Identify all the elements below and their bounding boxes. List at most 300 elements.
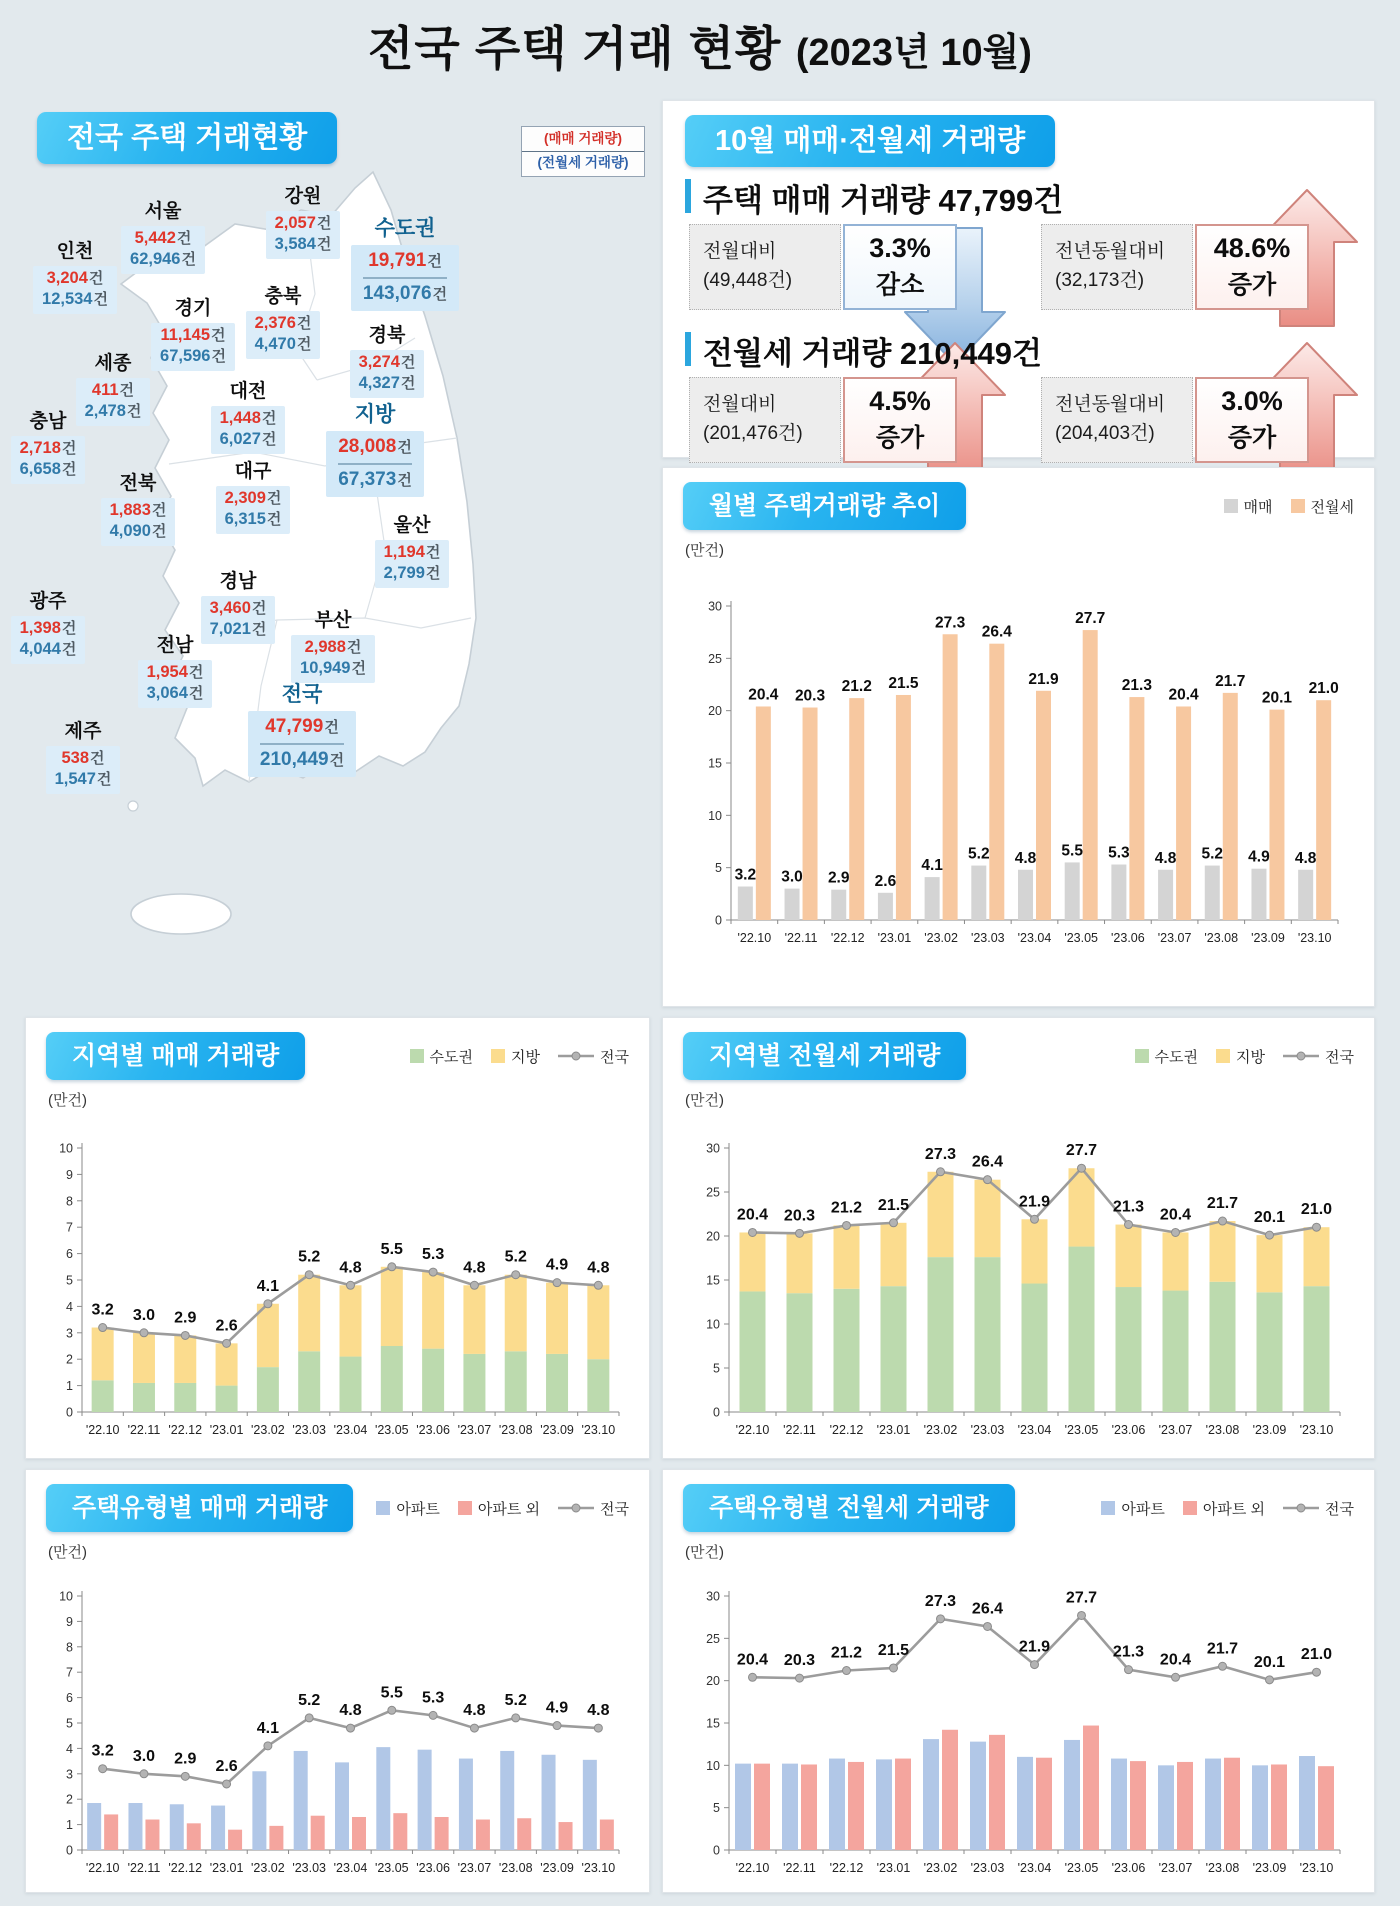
svg-text:20.1: 20.1 — [1253, 1653, 1286, 1671]
map-region-label — [183, 376, 313, 454]
svg-text:27.7: 27.7 — [1075, 610, 1106, 628]
svg-text:9: 9 — [66, 1614, 73, 1629]
region-rent-value: 4,327건 — [358, 374, 416, 393]
svg-text:20.4: 20.4 — [748, 686, 779, 704]
chart-legend — [1135, 1046, 1354, 1067]
svg-text:'22.10: '22.10 — [85, 1423, 120, 1437]
region-name: 충북 — [264, 286, 302, 307]
comparison-direction: 증가 — [875, 424, 925, 452]
svg-text:20.4: 20.4 — [1159, 1206, 1192, 1224]
svg-text:'23.10: '23.10 — [1297, 931, 1332, 945]
region-values-box — [216, 486, 291, 534]
region-sale-value: 2,376건 — [254, 314, 312, 332]
svg-text:20.3: 20.3 — [794, 687, 826, 705]
svg-text:'22.11: '22.11 — [127, 1861, 161, 1875]
svg-text:'22.11: '22.11 — [783, 1423, 816, 1437]
comparison-group — [689, 222, 1007, 314]
map-aggregate-label — [340, 212, 470, 311]
legend-swatch-icon — [1101, 1501, 1115, 1515]
legend-label: 전국 — [600, 1048, 629, 1066]
svg-text:20.4: 20.4 — [736, 1651, 769, 1669]
legend-item — [458, 1498, 540, 1519]
svg-text:'22.12: '22.12 — [830, 931, 865, 945]
chart-area — [683, 1110, 1354, 1463]
svg-text:20.3: 20.3 — [783, 1207, 816, 1225]
chart-area — [683, 560, 1354, 975]
legend-label: 전월세 — [1310, 498, 1354, 516]
svg-text:0: 0 — [66, 1405, 73, 1420]
map-region-label — [347, 510, 477, 588]
svg-text:21.2: 21.2 — [830, 1199, 863, 1217]
svg-text:'23.06: '23.06 — [1111, 931, 1145, 945]
region-values-box — [326, 431, 424, 497]
region-name: 울산 — [393, 515, 431, 536]
type-sale-chart-graphics — [59, 1590, 619, 1876]
region-sale-value: 3,460건 — [209, 599, 267, 617]
rent-comparison-row — [689, 375, 1352, 467]
region-name: 강원 — [284, 186, 322, 207]
svg-text:25: 25 — [708, 651, 722, 666]
map-labels-layer — [19, 100, 657, 1005]
svg-text:'23.03: '23.03 — [970, 1423, 1005, 1437]
map-section — [19, 100, 657, 1005]
svg-text:'23.10: '23.10 — [581, 1423, 616, 1437]
comparison-group — [1041, 222, 1359, 314]
svg-text:'23.01: '23.01 — [209, 1861, 244, 1875]
svg-text:5: 5 — [66, 1716, 73, 1731]
region-name: 경북 — [368, 325, 406, 346]
svg-text:'23.04: '23.04 — [1017, 1861, 1052, 1875]
sale-volume-title — [685, 175, 1352, 220]
svg-text:4.8: 4.8 — [1294, 849, 1317, 867]
legend-label: 전국 — [1325, 1500, 1354, 1518]
svg-text:5.2: 5.2 — [1201, 845, 1224, 863]
chart-header-row — [683, 482, 1354, 530]
svg-text:'23.07: '23.07 — [1158, 1423, 1193, 1437]
svg-text:4.8: 4.8 — [463, 1259, 486, 1277]
svg-text:4.9: 4.9 — [1248, 848, 1270, 866]
legend-label: 아파트 외 — [477, 1500, 541, 1518]
legend-label: 지방 — [1236, 1048, 1266, 1066]
comparison-percent-box — [843, 377, 957, 463]
svg-text:'23.08: '23.08 — [1205, 1423, 1240, 1437]
region-name: 세종 — [94, 353, 132, 374]
region-sale-value: 1,194건 — [383, 543, 441, 561]
svg-text:10: 10 — [706, 1758, 720, 1773]
svg-text:20.3: 20.3 — [783, 1652, 816, 1670]
svg-text:'22.12: '22.12 — [168, 1423, 203, 1437]
region-rent-value: 6,027건 — [219, 430, 277, 449]
region-rent-value: 6,315건 — [224, 510, 282, 529]
svg-text:20.1: 20.1 — [1261, 689, 1293, 707]
chart-legend — [1224, 496, 1354, 517]
svg-text:'23.05: '23.05 — [374, 1423, 409, 1437]
svg-text:10: 10 — [706, 1317, 720, 1332]
svg-text:5.2: 5.2 — [968, 845, 990, 863]
svg-text:'23.06: '23.06 — [416, 1861, 450, 1875]
region-sale-value: 3,204건 — [46, 269, 104, 287]
region-name: 광주 — [29, 591, 67, 612]
comparison-label: 전년동월대비 — [1055, 394, 1166, 415]
type-sale-card — [25, 1469, 650, 1893]
legend-line-icon — [1283, 1051, 1319, 1061]
svg-text:27.3: 27.3 — [924, 1592, 957, 1610]
regional-sale-card — [25, 1017, 650, 1459]
svg-text:'23.04: '23.04 — [333, 1861, 368, 1875]
legend-item — [558, 1046, 629, 1067]
svg-text:0: 0 — [713, 1405, 720, 1420]
comparison-label: 전년동월대비 — [1055, 241, 1166, 262]
svg-text:4.8: 4.8 — [463, 1702, 486, 1720]
region-name: 지방 — [354, 403, 396, 426]
region-sale-value: 19,791건 — [363, 249, 447, 279]
comparison-percent-box — [1195, 377, 1309, 463]
svg-text:21.2: 21.2 — [830, 1644, 863, 1662]
legend-swatch-icon — [376, 1501, 390, 1515]
svg-text:21.2: 21.2 — [841, 678, 872, 696]
legend-label: 수도권 — [1154, 1048, 1199, 1066]
type-rent-chart-svg — [683, 1562, 1352, 1894]
svg-text:30: 30 — [708, 599, 722, 614]
region-rent-value: 10,949건 — [300, 659, 366, 678]
svg-text:0: 0 — [66, 1843, 73, 1858]
region-values-box — [101, 498, 176, 546]
svg-text:5.2: 5.2 — [298, 1248, 321, 1266]
svg-text:'23.02: '23.02 — [924, 931, 958, 945]
svg-text:4.1: 4.1 — [256, 1277, 280, 1295]
region-values-box — [211, 406, 286, 454]
svg-text:4: 4 — [66, 1299, 73, 1314]
legend-swatch-icon — [1183, 1501, 1197, 1515]
comparison-base-value: (204,403건) — [1055, 422, 1155, 444]
svg-text:1: 1 — [66, 1379, 73, 1394]
svg-text:'23.01: '23.01 — [876, 1423, 911, 1437]
svg-text:7: 7 — [66, 1220, 73, 1235]
svg-text:4.8: 4.8 — [1014, 849, 1037, 867]
legend-label: 매매 — [1243, 498, 1273, 516]
legend-label: 아파트 외 — [1202, 1500, 1266, 1518]
region-name: 경기 — [174, 298, 212, 319]
svg-text:'23.09: '23.09 — [540, 1861, 574, 1875]
map-region-label — [110, 630, 240, 708]
svg-text:'23.04: '23.04 — [333, 1423, 368, 1437]
page-title-main: 전국 주택 거래 현황 — [368, 22, 782, 75]
svg-text:2: 2 — [66, 1792, 73, 1807]
svg-text:'23.10: '23.10 — [1299, 1423, 1334, 1437]
map-region-label — [188, 456, 318, 534]
region-values-box — [46, 746, 121, 794]
legend-item — [558, 1498, 629, 1519]
comparison-base-box — [1041, 224, 1193, 310]
regional-rent-chart-svg — [683, 1110, 1352, 1458]
region-name: 전국 — [281, 683, 323, 706]
region-values-box — [351, 245, 459, 311]
svg-text:2.6: 2.6 — [215, 1317, 238, 1335]
comparison-percent: 4.5% — [869, 386, 931, 416]
monthly-trend-chart-graphics — [708, 600, 1339, 946]
legend-item — [1183, 1498, 1265, 1519]
region-values-box — [291, 635, 375, 683]
region-rent-value: 4,470건 — [254, 335, 312, 354]
chart-title: 주택유형별 전월세 거래량 — [683, 1484, 1015, 1532]
svg-text:4.9: 4.9 — [545, 1256, 569, 1274]
legend-label: 아파트 — [396, 1500, 440, 1518]
svg-text:'23.01: '23.01 — [877, 931, 912, 945]
type-rent-chart-graphics — [706, 1589, 1340, 1875]
legend-line-icon — [1283, 1503, 1319, 1513]
unit-label: (만건) — [685, 1092, 724, 1109]
svg-text:'22.12: '22.12 — [829, 1423, 864, 1437]
region-sale-value: 5,442건 — [134, 229, 192, 247]
svg-text:26.4: 26.4 — [971, 1153, 1004, 1171]
svg-text:'23.07: '23.07 — [457, 1861, 492, 1875]
svg-text:15: 15 — [706, 1273, 720, 1288]
comparison-direction: 증가 — [1227, 271, 1277, 299]
chart-area — [683, 1562, 1354, 1899]
svg-text:0: 0 — [713, 1843, 720, 1858]
region-name: 부산 — [314, 610, 352, 631]
svg-text:5: 5 — [715, 861, 722, 876]
comparison-group — [689, 375, 1007, 467]
region-rent-value: 143,076건 — [362, 282, 448, 304]
svg-text:0: 0 — [715, 913, 722, 928]
region-name: 대구 — [234, 461, 272, 482]
chart-legend — [376, 1498, 629, 1519]
svg-text:4.8: 4.8 — [587, 1259, 610, 1277]
svg-text:21.5: 21.5 — [888, 674, 919, 692]
chart-legend — [1101, 1498, 1354, 1519]
svg-text:4.1: 4.1 — [921, 857, 943, 875]
region-values-box — [375, 540, 450, 588]
region-values-box — [248, 711, 356, 777]
svg-text:2: 2 — [66, 1352, 73, 1367]
comparison-percent-box — [843, 224, 957, 310]
svg-text:4: 4 — [66, 1741, 73, 1756]
legend-swatch-icon — [1291, 499, 1305, 513]
map-region-label — [18, 716, 148, 794]
region-values-box — [350, 350, 425, 398]
svg-text:2.6: 2.6 — [215, 1757, 238, 1775]
comparison-group — [1041, 375, 1359, 467]
comparison-percent: 3.0% — [1221, 386, 1283, 416]
svg-text:'23.02: '23.02 — [923, 1423, 958, 1437]
svg-text:'23.03: '23.03 — [970, 931, 1005, 945]
legend-item — [1135, 1046, 1198, 1067]
svg-text:'23.07: '23.07 — [1158, 1861, 1193, 1875]
region-sale-value: 28,008건 — [338, 435, 412, 465]
comparison-base-value: (32,173건) — [1055, 269, 1145, 291]
svg-text:'23.03: '23.03 — [292, 1861, 327, 1875]
page-title-sub: (2023년 10월) — [795, 32, 1032, 74]
svg-text:5: 5 — [713, 1801, 720, 1816]
sale-volume-title-text: 주택 매매 거래량 47,799건 — [703, 183, 1064, 218]
map-region-label — [73, 468, 203, 546]
svg-text:4.9: 4.9 — [545, 1699, 569, 1717]
legend-item — [1283, 1498, 1354, 1519]
chart-title: 월별 주택거래량 추이 — [683, 482, 966, 530]
svg-text:2.9: 2.9 — [827, 869, 850, 887]
svg-text:21.9: 21.9 — [1018, 1638, 1051, 1656]
region-sale-value: 411건 — [91, 381, 135, 399]
comparison-base-box — [689, 377, 841, 463]
svg-text:5.2: 5.2 — [504, 1691, 527, 1709]
region-sale-value: 3,274건 — [358, 353, 416, 371]
region-name: 서울 — [144, 201, 182, 222]
svg-text:4.8: 4.8 — [339, 1259, 362, 1277]
svg-text:'23.07: '23.07 — [457, 1423, 492, 1437]
svg-text:10: 10 — [59, 1141, 73, 1156]
legend-label: 아파트 — [1121, 1500, 1165, 1518]
svg-text:21.7: 21.7 — [1206, 1640, 1239, 1658]
region-rent-value: 4,090건 — [109, 522, 167, 541]
legend-item — [1216, 1046, 1265, 1067]
region-rent-value: 6,658건 — [19, 460, 77, 479]
region-sale-value: 47,799건 — [260, 715, 344, 745]
region-rent-value: 2,799건 — [383, 564, 441, 583]
svg-text:4.1: 4.1 — [256, 1719, 280, 1737]
svg-text:8: 8 — [66, 1194, 73, 1209]
svg-text:21.7: 21.7 — [1215, 672, 1246, 690]
map-region-label — [268, 605, 398, 683]
legend-item — [1224, 496, 1273, 517]
svg-text:'23.04: '23.04 — [1017, 1423, 1052, 1437]
comparison-direction: 감소 — [875, 271, 925, 299]
svg-text:9: 9 — [66, 1167, 73, 1182]
svg-text:27.7: 27.7 — [1065, 1142, 1098, 1160]
sale-comparison-row — [689, 222, 1352, 314]
unit-label: (만건) — [685, 542, 724, 559]
legend-swatch-icon — [1224, 499, 1238, 513]
region-name: 경남 — [219, 571, 257, 592]
region-rent-value: 4,044건 — [19, 640, 77, 659]
region-name: 전북 — [119, 473, 157, 494]
chart-title: 지역별 전월세 거래량 — [683, 1032, 966, 1080]
region-values-box — [33, 266, 117, 314]
chart-title: 주택유형별 매매 거래량 — [46, 1484, 353, 1532]
legend-item — [410, 1046, 473, 1067]
svg-text:'23.02: '23.02 — [251, 1423, 285, 1437]
svg-text:21.3: 21.3 — [1112, 1198, 1145, 1216]
region-rent-value: 2,478건 — [84, 402, 142, 421]
comparison-percent-box — [1195, 224, 1309, 310]
title-tick-bar — [685, 332, 691, 366]
svg-text:3: 3 — [66, 1326, 73, 1341]
region-sale-value: 11,145건 — [160, 326, 226, 344]
svg-text:'23.01: '23.01 — [209, 1423, 244, 1437]
region-rent-value: 62,946건 — [130, 250, 196, 269]
svg-text:20: 20 — [706, 1229, 720, 1244]
svg-text:'23.04: '23.04 — [1017, 931, 1052, 945]
region-rent-value: 67,596건 — [160, 347, 226, 366]
svg-text:'23.03: '23.03 — [970, 1861, 1005, 1875]
chart-header-row — [683, 1484, 1354, 1532]
svg-text:'23.08: '23.08 — [1204, 931, 1239, 945]
svg-text:'23.05: '23.05 — [1064, 1861, 1099, 1875]
summary-header: 10월 매매·전월세 거래량 — [685, 115, 1055, 167]
svg-text:5: 5 — [66, 1273, 73, 1288]
svg-text:3.2: 3.2 — [91, 1742, 114, 1760]
svg-text:4.8: 4.8 — [587, 1702, 610, 1720]
regional-rent-card — [662, 1017, 1375, 1459]
legend-label: 지방 — [511, 1048, 541, 1066]
svg-text:21.9: 21.9 — [1028, 670, 1059, 688]
svg-text:2.9: 2.9 — [174, 1309, 197, 1327]
comparison-label: 전월대비 — [703, 394, 777, 415]
rent-volume-title-text: 전월세 거래량 210,449건 — [703, 336, 1042, 371]
svg-text:'23.02: '23.02 — [251, 1861, 285, 1875]
svg-text:'23.05: '23.05 — [1064, 1423, 1099, 1437]
legend-item — [491, 1046, 540, 1067]
monthly-trend-card — [662, 467, 1375, 1007]
svg-text:'22.10: '22.10 — [85, 1861, 120, 1875]
svg-text:27.7: 27.7 — [1065, 1589, 1098, 1607]
legend-swatch-icon — [491, 1049, 505, 1063]
region-name: 인천 — [56, 241, 94, 262]
svg-text:'23.06: '23.06 — [416, 1423, 450, 1437]
svg-text:6: 6 — [66, 1691, 73, 1706]
region-name: 충남 — [29, 411, 67, 432]
svg-text:'23.03: '23.03 — [292, 1423, 327, 1437]
svg-text:4.8: 4.8 — [339, 1702, 362, 1720]
type-rent-card — [662, 1469, 1375, 1893]
comparison-percent: 48.6% — [1213, 233, 1291, 263]
map-aggregate-label — [310, 398, 440, 497]
svg-text:3.2: 3.2 — [91, 1301, 114, 1319]
region-sale-value: 1,448건 — [219, 409, 277, 427]
region-values-box — [11, 616, 86, 664]
svg-text:'23.05: '23.05 — [374, 1861, 409, 1875]
svg-text:5.3: 5.3 — [421, 1246, 445, 1264]
legend-swatch-icon — [410, 1049, 424, 1063]
summary-panel — [662, 100, 1375, 458]
svg-text:10: 10 — [708, 808, 722, 823]
region-rent-value: 12,534건 — [42, 290, 108, 309]
region-sale-value: 2,309건 — [224, 489, 282, 507]
region-name: 수도권 — [374, 217, 436, 240]
svg-text:7: 7 — [66, 1665, 73, 1680]
svg-text:1: 1 — [66, 1818, 73, 1833]
svg-text:'22.10: '22.10 — [735, 1423, 770, 1437]
svg-text:'23.09: '23.09 — [1252, 1423, 1287, 1437]
svg-text:'23.10: '23.10 — [1299, 1861, 1334, 1875]
map-region-label — [10, 236, 140, 314]
svg-text:'22.11: '22.11 — [784, 931, 818, 945]
region-rent-value: 3,584건 — [274, 235, 332, 254]
svg-text:2.9: 2.9 — [174, 1750, 197, 1768]
svg-text:'22.12: '22.12 — [829, 1861, 864, 1875]
svg-text:27.3: 27.3 — [935, 614, 966, 632]
regional-sale-chart-svg — [46, 1110, 629, 1458]
svg-text:'23.09: '23.09 — [540, 1423, 574, 1437]
svg-text:'23.01: '23.01 — [876, 1861, 911, 1875]
chart-area — [46, 1562, 629, 1899]
svg-text:30: 30 — [706, 1589, 720, 1604]
unit-label: (만건) — [685, 1544, 724, 1561]
svg-text:5.3: 5.3 — [1108, 844, 1130, 862]
svg-text:26.4: 26.4 — [981, 623, 1012, 641]
chart-header-row — [683, 1032, 1354, 1080]
region-name: 전남 — [156, 635, 194, 656]
legend-swatch-icon — [1216, 1049, 1230, 1063]
map-section-header: 전국 주택 거래현황 — [37, 112, 337, 164]
svg-text:21.7: 21.7 — [1206, 1195, 1239, 1213]
svg-text:'23.09: '23.09 — [1252, 1861, 1287, 1875]
legend-item — [1291, 496, 1354, 517]
chart-title: 지역별 매매 거래량 — [46, 1032, 305, 1080]
svg-text:3.0: 3.0 — [132, 1747, 156, 1765]
svg-text:20: 20 — [708, 704, 722, 719]
unit-label: (만건) — [48, 1092, 87, 1109]
